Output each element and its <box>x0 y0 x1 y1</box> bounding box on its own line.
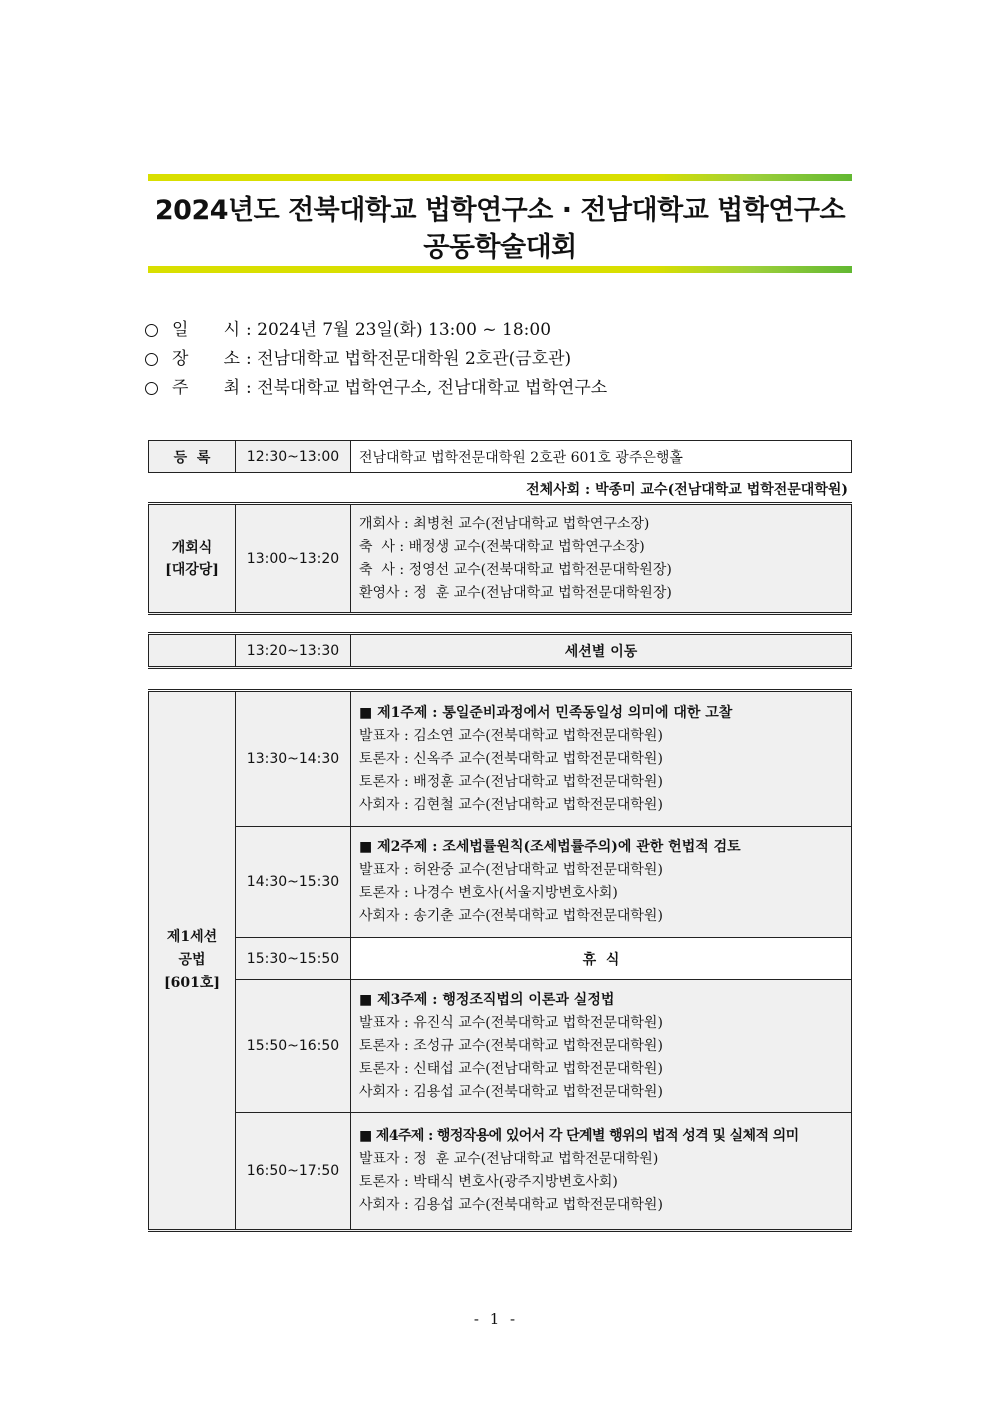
overall-moderator: 전체사회 : 박종미 교수(전남대학교 법학전문대학원) <box>526 482 848 498</box>
slot-time: 14:30~15:30 <box>236 827 351 938</box>
slot-time: 15:30~15:50 <box>236 938 351 980</box>
slot-time: 15:50~16:50 <box>236 980 351 1113</box>
opening-table <box>148 502 852 615</box>
circle-bullet-icon <box>145 324 158 337</box>
title-bottom-bar <box>148 266 852 273</box>
break-label: 휴 식 <box>351 938 852 980</box>
info-label: 주 최 <box>172 378 240 398</box>
info-row-date <box>145 316 607 345</box>
slot-time: 13:30~14:30 <box>236 691 351 827</box>
slot-topic-block: ■ 제3주제 : 행정조직법의 이론과 실정법 발표자 : 유진식 교수(전북대학교 법학전문대학원) 토론자 : 조성규 교수(전북대학교 법학전문대학원) 토론자 : 신태섭 교수(전남대학교 법학전문대학원) 사회자 : 김용섭 교수(전북대학교 법학전문대학원) <box>351 980 852 1113</box>
info-label: 장 소 <box>172 349 240 369</box>
session1-label: 제1세션 공법 [601호] <box>149 691 236 1231</box>
info-value: : 2024년 7월 23일(화) 13:00 ~ 18:00 <box>246 320 552 340</box>
opening-label: 개회식 [대강당] <box>149 504 236 614</box>
registration-place: 전남대학교 법학전문대학원 2호관 601호 광주은행홀 <box>351 441 852 473</box>
topic-title: ■ 제2주제 : 조세법률원칙(조세법률주의)에 관한 헌법적 검토 <box>359 839 741 855</box>
slot-topic-block: ■ 제4주제 : 행정작용에 있어서 각 단계별 행위의 법적 성격 및 실체적 의미 발표자 : 정 훈 교수(전남대학교 법학전문대학원) 토론자 : 박태식 변호사(광주지방변호사회) 사회자 : 김용섭 교수(전북대학교 법학전문대학원) <box>351 1113 852 1231</box>
page-title-line2: 공동학술대회 <box>423 232 577 263</box>
move-empty-cell <box>149 634 236 668</box>
registration-label: 등 록 <box>149 441 236 473</box>
registration-table <box>148 440 852 473</box>
topic-title: ■ 제3주제 : 행정조직법의 이론과 실정법 <box>359 991 615 1008</box>
slot-time: 16:50~17:50 <box>236 1113 351 1231</box>
circle-bullet-icon <box>145 353 158 366</box>
info-value: : 전남대학교 법학전문대학원 2호관(금호관) <box>246 349 572 369</box>
title-top-bar <box>148 174 852 181</box>
info-label: 일 시 <box>172 320 240 340</box>
registration-time: 12:30~13:00 <box>236 441 351 473</box>
slot-topic-block: ■ 제1주제 : 통일준비과정에서 민족동일성 의미에 대한 고찰 발표자 : 김소연 교수(전북대학교 법학전문대학원) 토론자 : 신옥주 교수(전북대학교 법학전문대학원) 토론자 : 배정훈 교수(전남대학교 법학전문대학원) 사회자 : 김현철 교수(전남대학교 법학전문대학원) <box>351 691 852 827</box>
move-time: 13:20~13:30 <box>236 634 351 668</box>
page-number: - 1 - <box>473 1310 519 1328</box>
session1-table <box>148 689 852 1232</box>
info-row-host <box>145 374 607 403</box>
slot-topic-block: ■ 제2주제 : 조세법률원칙(조세법률주의)에 관한 헌법적 검토 발표자 : 허완중 교수(전남대학교 법학전문대학원) 토론자 : 나경수 변호사(서울지방변호사회) 사회자 : 송기춘 교수(전북대학교 법학전문대학원) <box>351 827 852 938</box>
circle-bullet-icon <box>145 382 158 395</box>
opening-time: 13:00~13:20 <box>236 504 351 614</box>
opening-program: 개회사 : 최병천 교수(전남대학교 법학연구소장) 축 사 : 배정생 교수(전북대학교 법학연구소장) 축 사 : 정영선 교수(전북대학교 법학전문대학원장) 환영사 : 정 훈 교수(전남대학교 법학전문대학원장) <box>351 504 852 614</box>
info-value: : 전북대학교 법학연구소, 전남대학교 법학연구소 <box>246 378 608 398</box>
event-info <box>145 316 607 403</box>
info-row-place <box>145 345 607 374</box>
topic-title: ■ 제1주제 : 통일준비과정에서 민족동일성 의미에 대한 고찰 <box>359 704 733 721</box>
move-label: 세션별 이동 <box>351 634 852 668</box>
topic-title: ■ 제4주제 : 행정작용에 있어서 각 단계별 행위의 법적 성격 및 실체적 의미 <box>359 1128 799 1144</box>
move-table <box>148 632 852 669</box>
page-title-line1: 2024년도 전북대학교 법학연구소 · 전남대학교 법학연구소 <box>154 195 846 226</box>
